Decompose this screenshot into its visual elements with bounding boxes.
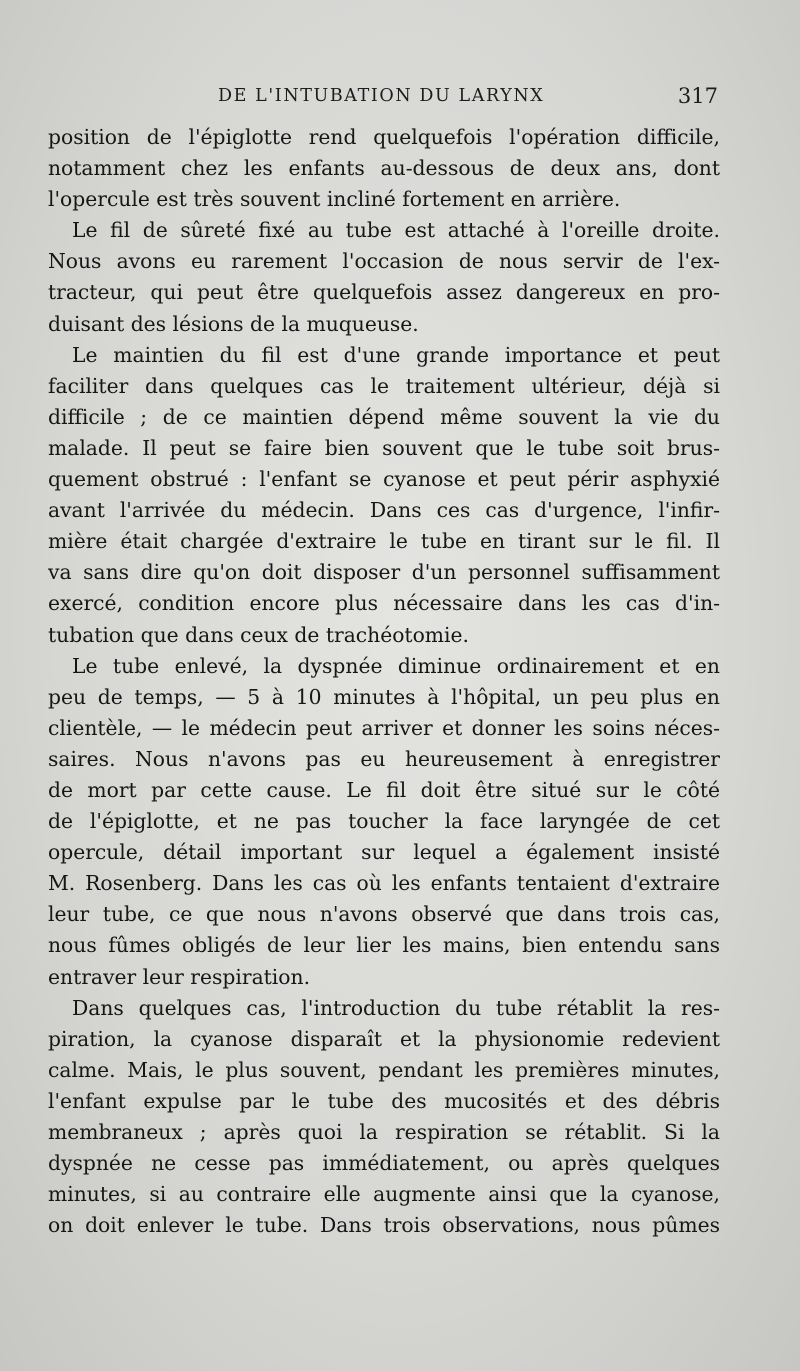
text-line: opercule, détail important sur lequel a également insisté — [48, 840, 720, 865]
text-line: leur tube, ce que nous n'avons observé que dans trois cas, — [48, 902, 720, 927]
text-line: tubation que dans ceux de trachéotomie. — [48, 622, 469, 647]
text-line: Le maintien du fil est d'une grande importance et peut — [72, 342, 720, 367]
text-line: piration, la cyanose disparaît et la physionomie redevient — [48, 1026, 720, 1051]
text-line: difficile ; de ce maintien dépend même souvent la vie du — [48, 404, 720, 429]
text-line: avant l'arrivée du médecin. Dans ces cas d'urgence, l'infir- — [48, 498, 720, 523]
running-title: DE L'INTUBATION DU LARYNX — [218, 86, 545, 106]
text-line: M. Rosenberg. Dans les cas où les enfants tentaient d'extraire — [48, 871, 720, 896]
text-line: quement obstrué : l'enfant se cyanose et peut périr asphyxié — [48, 467, 720, 492]
text-line: minutes, si au contraire elle augmente ainsi que la cyanose, — [48, 1182, 720, 1207]
text-line: tracteur, qui peut être quelquefois assez dangereux en pro- — [48, 280, 720, 305]
text-line: l'enfant expulse par le tube des mucosités et des débris — [48, 1088, 720, 1113]
text-line: Le tube enlevé, la dyspnée diminue ordinairement et en — [72, 653, 720, 678]
page-header — [48, 84, 720, 114]
text-line: membraneux ; après quoi la respiration se rétablit. Si la — [48, 1120, 720, 1144]
text-line: Nous avons eu rarement l'occasion de nous servir de l'ex- — [48, 249, 720, 274]
text-line: va sans dire qu'on doit disposer d'un personnel suffisamment — [48, 560, 720, 585]
text-line: saires. Nous n'avons pas eu heureusement à enregistrer — [48, 746, 720, 771]
text-line: malade. Il peut se faire bien souvent que le tube soit brus- — [48, 435, 720, 460]
text-line: mière était chargée d'extraire le tube en tirant sur le fil. Il — [48, 529, 720, 554]
text-line: de mort par cette cause. Le fil doit être situé sur le côté — [48, 777, 720, 802]
text-line: clientèle, — le médecin peut arriver et donner les soins néces- — [48, 715, 720, 740]
text-line: calme. Mais, le plus souvent, pendant les premières minutes, — [48, 1057, 720, 1082]
text-line: Le fil de sûreté fixé au tube est attaché à l'oreille droite. — [72, 218, 720, 243]
text-line: entraver leur respiration. — [48, 964, 311, 989]
page-number: 317 — [677, 84, 718, 108]
text-line: duisant des lésions de la muqueuse. — [48, 311, 419, 336]
text-line: nous fûmes obligés de leur lier les mains, bien entendu sans — [48, 933, 720, 958]
body-text — [48, 122, 720, 1241]
text-line: de l'épiglotte, et ne pas toucher la face laryngée de cet — [48, 809, 720, 834]
text-line: peu de temps, — 5 à 10 minutes à l'hôpital, un peu plus en — [48, 684, 720, 709]
text-line: notamment chez les enfants au-dessous de deux ans, dont — [48, 156, 720, 181]
text-line: on doit enlever le tube. Dans trois observations, nous pûmes — [48, 1213, 720, 1238]
text-line: l'opercule est très souvent incliné fortement en arrière. — [48, 187, 621, 212]
text-line: faciliter dans quelques cas le traitement ultérieur, déjà si — [48, 373, 720, 398]
text-line: position de l'épiglotte rend quelquefois l'opération difficile, — [48, 125, 720, 149]
text-line: exercé, condition encore plus nécessaire dans les cas d'in- — [48, 591, 720, 616]
text-line: Dans quelques cas, l'introduction du tube rétablit la res- — [72, 995, 720, 1020]
text-line: dyspnée ne cesse pas immédiatement, ou après quelques — [48, 1151, 720, 1176]
